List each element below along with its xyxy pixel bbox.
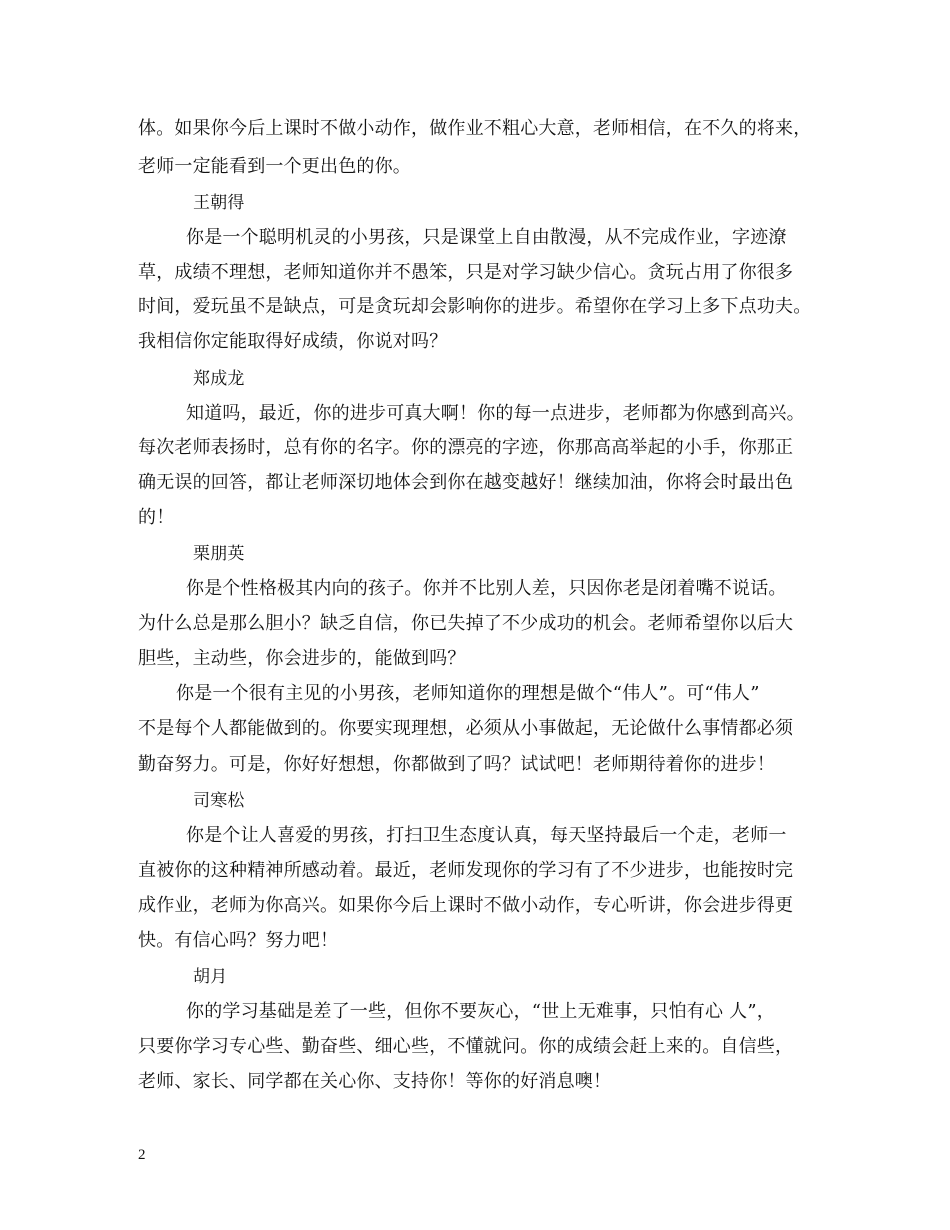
text-line: 你是个性格极其内向的孩子。你并不比别人差，只因你老是闭着嘴不说话。 bbox=[186, 578, 787, 599]
text-line: 胆些，主动些，你会进步的，能做到吗？ bbox=[138, 648, 466, 669]
page-number: 2 bbox=[138, 1147, 146, 1163]
text-line: 为什么总是那么胆小？缺乏自信，你已失掉了不少成功的机会。老师希望你以后大 bbox=[138, 613, 794, 634]
student-name: 王朝得 bbox=[193, 193, 245, 213]
text-line: 确无误的回答，都让老师深切地体会到你在越变越好！继续加油，你将会时最出色 bbox=[138, 472, 794, 493]
text-line: 草，成绩不理想，老师知道你并不愚笨，只是对学习缺少信心。贪玩占用了你很多 bbox=[138, 262, 794, 283]
student-name: 司寒松 bbox=[193, 791, 245, 811]
text-line: 成作业，老师为你高兴。如果你今后上课时不做小动作，专心听讲，你会进步得更 bbox=[138, 895, 794, 916]
text-line: 你是一个聪明机灵的小男孩，只是课堂上自由散漫，从不完成作业，字迹潦 bbox=[186, 227, 787, 248]
text-line: 你是个让人喜爱的男孩，打扫卫生态度认真，每天坚持最后一个走，老师一 bbox=[186, 825, 787, 846]
text-line: 老师一定能看到一个更出色的你。 bbox=[138, 156, 411, 177]
text-line: 勤奋努力。可是，你好好想想，你都做到了吗？试试吧！老师期待着你的进步！ bbox=[138, 754, 775, 775]
text-line: 知道吗，最近，你的进步可真大啊！你的每一点进步，老师都为你感到高兴。 bbox=[186, 403, 805, 424]
student-name: 郑成龙 bbox=[193, 369, 245, 389]
text-line: 体。如果你今后上课时不做小动作，做作业不粗心大意，老师相信，在不久的将来， bbox=[138, 118, 812, 139]
text-line: 快。有信心吗？努力吧！ bbox=[138, 930, 339, 951]
text-line: 我相信你定能取得好成绩，你说对吗？ bbox=[138, 331, 448, 352]
text-line: 只要你学习专心些、勤奋些、细心些，不懂就问。你的成绩会赶上来的。自信些， bbox=[138, 1036, 794, 1057]
text-line: 老师、家长、同学都在关心你、支持你！等你的好消息噢！ bbox=[138, 1071, 612, 1092]
text-line: 直被你的这种精神所感动着。最近，老师发现你的学习有了不少进步，也能按时完 bbox=[138, 860, 794, 881]
text-line: 每次老师表扬时，总有你的名字。你的漂亮的字迹，你那高高举起的小手，你那正 bbox=[138, 437, 794, 458]
student-name: 胡月 bbox=[193, 967, 228, 987]
text-line: 时间，爱玩虽不是缺点，可是贪玩却会影响你的进步。希望你在学习上多下点功夫。 bbox=[138, 296, 812, 317]
student-name: 栗朋英 bbox=[193, 544, 245, 564]
text-line: 不是每个人都能做到的。你要实现理想，必须从小事做起，无论做什么事情都必须 bbox=[138, 718, 794, 739]
text-line: 你的学习基础是差了一些，但你不要灰心，“世上无难事，只怕有心 人”， bbox=[186, 1001, 775, 1022]
text-line: 的！ bbox=[138, 507, 175, 528]
text-line: 你是一个很有主见的小男孩，老师知道你的理想是做个“伟人”。可“伟人” bbox=[176, 683, 760, 704]
